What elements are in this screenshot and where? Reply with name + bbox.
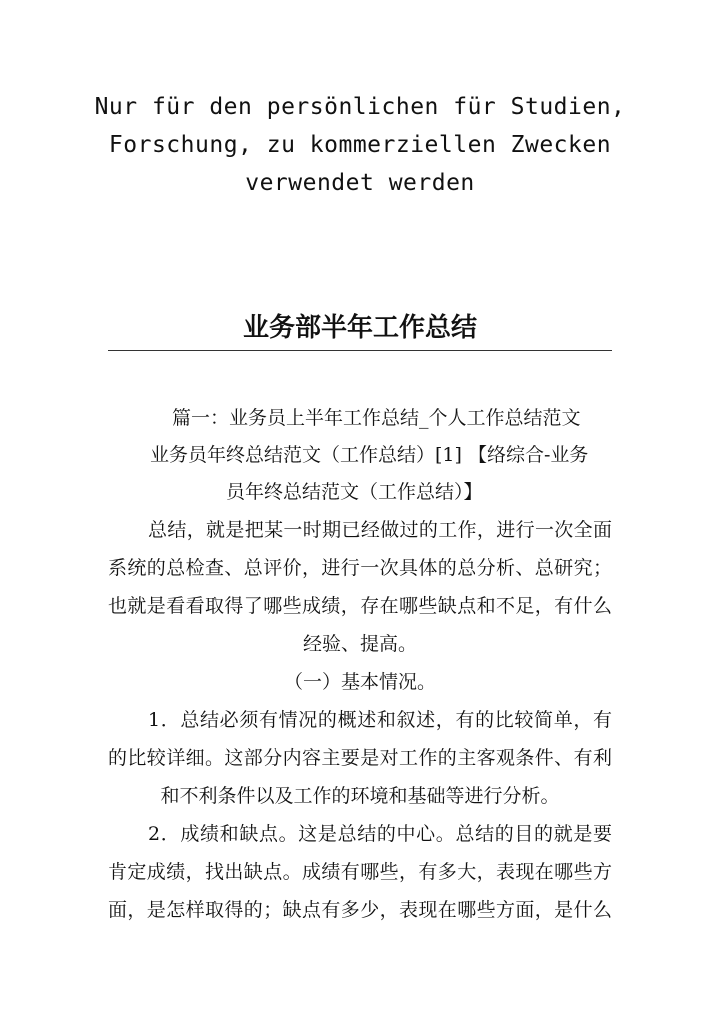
document-title: 业务部半年工作总结 <box>242 313 477 343</box>
body-line: 系统的总检查、总评价，进行一次具体的总分析、总研究； <box>108 557 612 579</box>
usage-notice <box>60 88 660 202</box>
usage-notice-line-1: Nur für den persönlichen für Studien, <box>94 94 626 120</box>
body-line: 也就是看看取得了哪些成绩，存在哪些缺点和不足，有什么 <box>108 595 612 617</box>
body-line: 总结，就是把某一时期已经做过的工作，进行一次全面 <box>148 519 612 541</box>
body-line: 面，是怎样取得的；缺点有多少，表现在哪些方面，是什么 <box>108 899 612 921</box>
section-heading: （一）基本情况。 <box>283 671 436 693</box>
body-line: 经验、提高。 <box>302 633 417 655</box>
usage-notice-line-3: verwendet werden <box>245 170 475 196</box>
body-line: 员年终总结范文（工作总结）】 <box>226 481 483 503</box>
body-line: 篇一：业务员上半年工作总结_个人工作总结范文 <box>172 407 581 429</box>
body-line: 业务员年终总结范文（工作总结）[1] 【络综合-业务 <box>150 444 589 466</box>
title-underline <box>108 350 612 351</box>
body-line: 和不利条件以及工作的环境和基础等进行分析。 <box>160 785 560 807</box>
body-line: 的比较详细。这部分内容主要是对工作的主客观条件、有利 <box>108 747 612 769</box>
usage-notice-line-2: Forschung, zu kommerziellen Zwecken <box>108 132 612 158</box>
body-line: 1．总结必须有情况的概述和叙述，有的比较简单，有 <box>148 709 612 731</box>
body-line: 2．成绩和缺点。这是总结的中心。总结的目的就是要 <box>148 823 612 845</box>
body-line: 肯定成绩，找出缺点。成绩有哪些，有多大，表现在哪些方 <box>108 861 612 883</box>
